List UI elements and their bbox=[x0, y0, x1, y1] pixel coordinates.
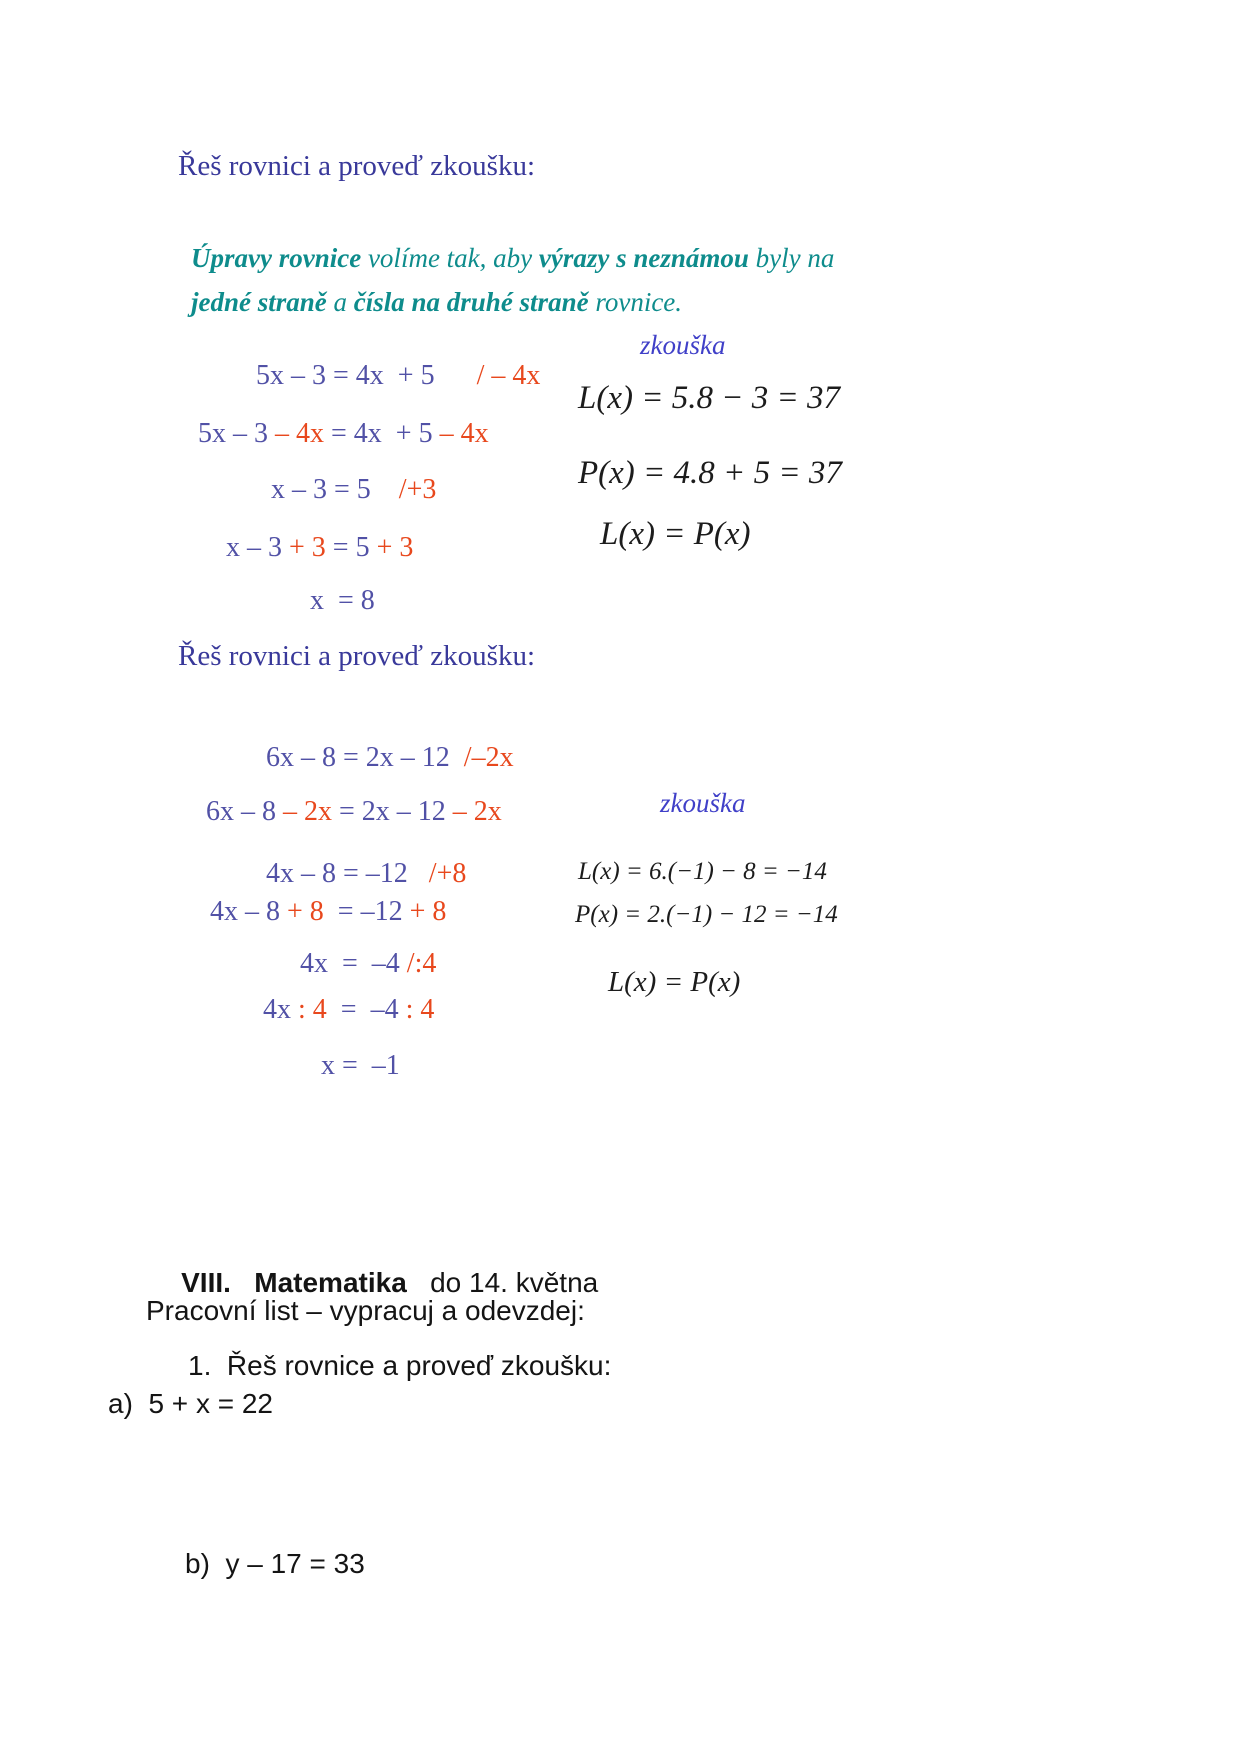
assignment-task-1: 1. Řeš rovnice a proveď zkoušku: bbox=[188, 1350, 612, 1381]
eq-blue-part: 5x – 3 bbox=[198, 418, 275, 450]
eq-red-part: + 3 bbox=[376, 532, 414, 564]
eq-blue-part: 4x – 8 = –12 bbox=[266, 858, 408, 890]
note-text-2: byly na bbox=[748, 243, 835, 274]
s1-check-title: zkouška bbox=[640, 330, 726, 360]
assignment-subject: VIII. Matematika bbox=[181, 1267, 407, 1299]
assignment-instruction: Pracovní list – vypracuj a odevzdej: bbox=[146, 1295, 585, 1326]
eq-red-part: – 4x bbox=[439, 418, 489, 450]
note-text-1: volíme tak, aby bbox=[361, 243, 539, 274]
s2-check-line-1: L(x) = 6.(−1) − 8 = −14 bbox=[578, 858, 827, 885]
eq-blue-part: x = 8 bbox=[310, 585, 375, 617]
eq-red-operation: /:4 bbox=[406, 948, 437, 980]
eq-red-part: : 4 bbox=[405, 994, 435, 1026]
eq-blue-part: 5x – 3 = 4x + 5 bbox=[256, 360, 435, 392]
note-text-4: rovnice. bbox=[588, 287, 683, 318]
eq-blue-part: 4x = –4 bbox=[300, 948, 407, 980]
note-bold-1: Úpravy rovnice bbox=[191, 243, 362, 274]
s2-equation-result bbox=[293, 1018, 400, 1115]
note-text-3: a bbox=[326, 287, 354, 318]
s2-check-conclusion: L(x) = P(x) bbox=[608, 966, 741, 998]
note-bold-2: výrazy s neznámou bbox=[538, 243, 749, 274]
eq-red-part: + 8 bbox=[287, 896, 331, 928]
eq-red-part: – 2x bbox=[452, 796, 502, 828]
eq-blue-part: 6x – 8 = 2x – 12 bbox=[266, 742, 450, 774]
eq-blue-part: = –4 bbox=[333, 994, 406, 1026]
s1-check-line-1: L(x) = 5.8 − 3 = 37 bbox=[578, 380, 841, 416]
eq-blue-part: 4x bbox=[263, 994, 298, 1026]
s1-check-line-2: P(x) = 4.8 + 5 = 37 bbox=[578, 455, 842, 491]
eq-blue-part: 6x – 8 bbox=[206, 796, 283, 828]
assignment-task-1b: b) y – 17 = 33 bbox=[185, 1548, 365, 1579]
note-bold-4: čísla na druhé straně bbox=[353, 287, 589, 318]
eq-blue-part: = 5 bbox=[332, 532, 377, 564]
eq-red-part: : 4 bbox=[298, 994, 334, 1026]
eq-red-operation: /+3 bbox=[370, 474, 437, 506]
eq-red-operation: /–2x bbox=[449, 742, 514, 774]
s2-check-line-2: P(x) = 2.(−1) − 12 = −14 bbox=[575, 901, 838, 928]
s1-equation-result bbox=[282, 553, 375, 650]
eq-red-part: – 4x bbox=[275, 418, 331, 450]
eq-blue-part: = 2x – 12 bbox=[339, 796, 453, 828]
eq-blue-part: = –12 bbox=[330, 896, 410, 928]
s1-check-conclusion: L(x) = P(x) bbox=[600, 516, 751, 552]
eq-blue-part: x – 3 = 5 bbox=[271, 474, 371, 506]
eq-red-part: + 8 bbox=[409, 896, 447, 928]
assignment-task-1a: a) 5 + x = 22 bbox=[108, 1388, 273, 1419]
eq-red-part: – 2x bbox=[283, 796, 339, 828]
section2-heading: Řeš rovnici a proveď zkoušku: bbox=[178, 640, 536, 672]
section1-heading: Řeš rovnici a proveď zkoušku: bbox=[178, 150, 536, 182]
eq-red-part: + 3 bbox=[289, 532, 333, 564]
eq-red-operation: /+8 bbox=[407, 858, 467, 890]
eq-blue-part: = 4x + 5 bbox=[331, 418, 440, 450]
s2-check-title: zkouška bbox=[660, 788, 746, 818]
eq-blue-part: x – 3 bbox=[226, 532, 289, 564]
note-bold-3: jedné straně bbox=[191, 287, 327, 318]
eq-blue-part: 4x – 8 bbox=[210, 896, 287, 928]
eq-blue-part: x = –1 bbox=[321, 1050, 400, 1082]
assignment-due-date: do 14. května bbox=[406, 1267, 599, 1299]
eq-red-operation: / – 4x bbox=[434, 360, 541, 392]
